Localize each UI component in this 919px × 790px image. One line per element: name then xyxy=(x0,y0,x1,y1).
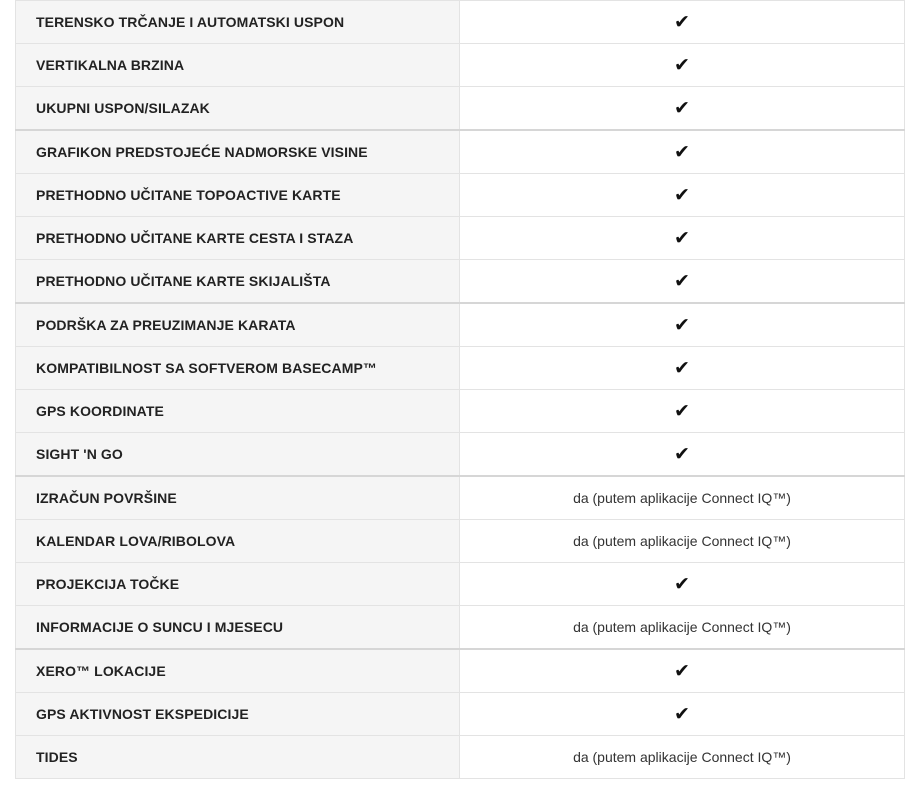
feature-label: IZRAČUN POVRŠINE xyxy=(16,476,460,520)
feature-value-cell xyxy=(460,87,905,131)
checkmark-icon: ✔ xyxy=(674,443,690,465)
feature-value-cell xyxy=(460,217,905,260)
feature-value-cell xyxy=(460,433,905,477)
feature-label: PODRŠKA ZA PREUZIMANJE KARATA xyxy=(16,303,460,347)
feature-value-cell xyxy=(460,130,905,174)
table-row xyxy=(16,693,905,736)
feature-value-cell xyxy=(460,649,905,693)
feature-value-text: da (putem aplikacije Connect IQ™) xyxy=(573,619,791,635)
feature-label: PRETHODNO UČITANE TOPOACTIVE KARTE xyxy=(16,174,460,217)
checkmark-icon: ✔ xyxy=(674,227,690,249)
checkmark-icon: ✔ xyxy=(674,573,690,595)
feature-value-text: da (putem aplikacije Connect IQ™) xyxy=(573,749,791,765)
feature-value-text: da (putem aplikacije Connect IQ™) xyxy=(573,490,791,506)
feature-label: KALENDAR LOVA/RIBOLOVA xyxy=(16,520,460,563)
feature-value-cell xyxy=(460,563,905,606)
feature-spec-table xyxy=(15,0,905,779)
table-row xyxy=(16,44,905,87)
checkmark-icon: ✔ xyxy=(674,11,690,33)
feature-value-cell xyxy=(460,303,905,347)
feature-label: TERENSKO TRČANJE I AUTOMATSKI USPON xyxy=(16,1,460,44)
feature-label: PROJEKCIJA TOČKE xyxy=(16,563,460,606)
checkmark-icon: ✔ xyxy=(674,141,690,163)
feature-label: GRAFIKON PREDSTOJEĆE NADMORSKE VISINE xyxy=(16,130,460,174)
feature-label: PRETHODNO UČITANE KARTE SKIJALIŠTA xyxy=(16,260,460,304)
table-row xyxy=(16,520,905,563)
feature-label: UKUPNI USPON/SILAZAK xyxy=(16,87,460,131)
feature-value-cell xyxy=(460,44,905,87)
table-row xyxy=(16,130,905,174)
checkmark-icon: ✔ xyxy=(674,400,690,422)
spec-table-body xyxy=(16,1,905,779)
checkmark-icon: ✔ xyxy=(674,703,690,725)
checkmark-icon: ✔ xyxy=(674,270,690,292)
table-row xyxy=(16,217,905,260)
table-row xyxy=(16,476,905,520)
table-row xyxy=(16,606,905,650)
feature-value-cell xyxy=(460,174,905,217)
feature-label: GPS KOORDINATE xyxy=(16,390,460,433)
feature-value-cell xyxy=(460,606,905,650)
feature-label: INFORMACIJE O SUNCU I MJESECU xyxy=(16,606,460,650)
feature-label: XERO™ LOKACIJE xyxy=(16,649,460,693)
checkmark-icon: ✔ xyxy=(674,97,690,119)
feature-value-cell xyxy=(460,736,905,779)
table-row xyxy=(16,390,905,433)
table-row xyxy=(16,260,905,304)
feature-value-cell xyxy=(460,347,905,390)
table-row xyxy=(16,87,905,131)
feature-label: SIGHT 'N GO xyxy=(16,433,460,477)
table-row xyxy=(16,649,905,693)
feature-value-cell xyxy=(460,390,905,433)
table-row xyxy=(16,563,905,606)
feature-value-cell xyxy=(460,260,905,304)
table-row xyxy=(16,736,905,779)
checkmark-icon: ✔ xyxy=(674,184,690,206)
feature-label: KOMPATIBILNOST SA SOFTVEROM BASECAMP™ xyxy=(16,347,460,390)
feature-value-cell xyxy=(460,693,905,736)
checkmark-icon: ✔ xyxy=(674,54,690,76)
feature-label: PRETHODNO UČITANE KARTE CESTA I STAZA xyxy=(16,217,460,260)
feature-value-cell xyxy=(460,520,905,563)
table-row xyxy=(16,433,905,477)
checkmark-icon: ✔ xyxy=(674,357,690,379)
table-row xyxy=(16,347,905,390)
checkmark-icon: ✔ xyxy=(674,314,690,336)
table-row xyxy=(16,174,905,217)
table-row xyxy=(16,1,905,44)
feature-label: TIDES xyxy=(16,736,460,779)
checkmark-icon: ✔ xyxy=(674,660,690,682)
feature-value-cell xyxy=(460,1,905,44)
table-row xyxy=(16,303,905,347)
feature-label: GPS AKTIVNOST EKSPEDICIJE xyxy=(16,693,460,736)
feature-value-text: da (putem aplikacije Connect IQ™) xyxy=(573,533,791,549)
feature-label: VERTIKALNA BRZINA xyxy=(16,44,460,87)
feature-value-cell xyxy=(460,476,905,520)
